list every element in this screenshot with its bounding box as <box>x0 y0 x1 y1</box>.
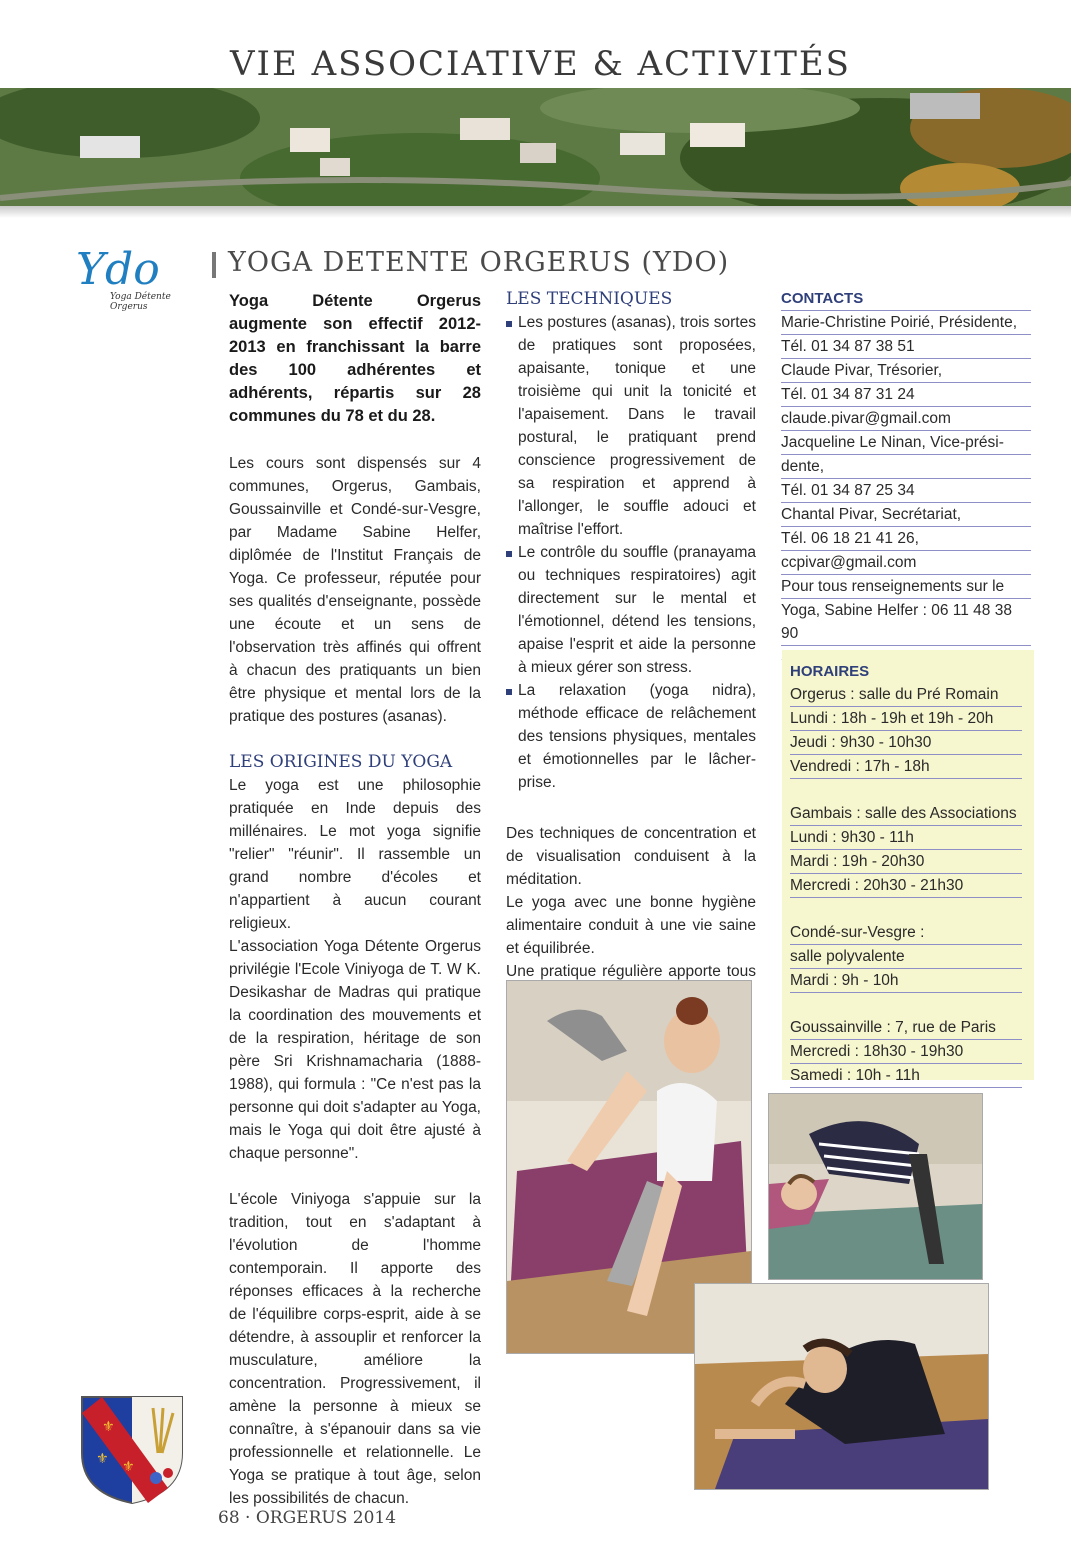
techniques-paragraph-2: Le yoga avec une bonne hygiène alimentaire conduit à une vie saine et équilibrée. <box>506 894 756 957</box>
article-lead: Yoga Détente Orgerus augmente son effectif 2012-2013 en franchissant la barre des 100 adhérentes et adhérents, répartis sur 28 communes du 78 et du 28. <box>229 292 481 425</box>
technique-item-postures: Les postures (asanas), trois sortes de pratiques sont proposées, apaisante, tonique et une troisième qui unit la tonicité et l'apaisement. Dans le travail postural, le pratiquant prend conscience progressivement de sa respiration et apprend à l'allonger, le souffle adouci et maîtrise l'effort. <box>506 311 756 541</box>
yoga-photo-forward-bend <box>768 1093 983 1280</box>
origins-heading: LES ORIGINES DU YOGA <box>229 752 453 772</box>
article-title: YOGA DETENTE ORGERUS (YDO) <box>228 247 730 278</box>
svg-text:⚜: ⚜ <box>96 1451 109 1467</box>
horaire-line: Mardi : 19h - 20h30 <box>790 850 1022 874</box>
contacts-box <box>781 287 1031 669</box>
contacts-title: CONTACTS <box>781 287 1031 311</box>
contact-line: dente, <box>781 455 1031 479</box>
svg-text:⚜: ⚜ <box>122 1459 135 1475</box>
techniques-heading: LES TECHNIQUES <box>506 289 673 309</box>
contact-line: Chantal Pivar, Secrétariat, <box>781 503 1031 527</box>
horaire-line: Mercredi : 20h30 - 21h30 <box>790 874 1022 898</box>
contact-email[interactable]: ccpivar@gmail.com <box>781 551 1031 575</box>
yoga-side-stretch-illustration <box>695 1284 988 1489</box>
horaire-line: Jeudi : 9h30 - 10h30 <box>790 731 1022 755</box>
title-bar-divider <box>212 252 216 278</box>
horaire-spacer <box>790 993 1022 1016</box>
horaire-line: Samedi : 10h - 11h <box>790 1064 1022 1088</box>
logo-mark: Ydo <box>76 244 160 295</box>
contact-line: Tél. 06 18 21 41 26, <box>781 527 1031 551</box>
contact-line: Yoga, Sabine Helfer : 06 11 48 38 90 <box>781 599 1031 646</box>
horaire-line: Condé-sur-Vesgre : <box>790 921 1022 945</box>
page-folio: 68 · ORGERUS 2014 <box>218 1508 397 1528</box>
origins-paragraph-2: L'association Yoga Détente Orgerus privilégie l'Ecole Viniyoga de T. W K. Desikashar de Madras qui pratique la coordination des mouvements et de la respiration, héritage de son père Sri Krishnamacharia (1888-1988), qui formula : "Ce n'est pas la personne qui doit s'adapter au Yoga, mais le Yoga qui doit être ajusté à chaque personne". <box>229 938 481 1162</box>
ydo-logo <box>76 244 206 312</box>
techniques-list <box>506 311 756 794</box>
contact-line: Tél. 01 34 87 31 24 <box>781 383 1031 407</box>
section-title: VIE ASSOCIATIVE & ACTIVITÉS <box>230 44 851 84</box>
yoga-forward-bend-illustration <box>769 1094 982 1279</box>
horaire-line: Gambais : salle des Associations <box>790 802 1022 826</box>
horaire-line: salle polyvalente <box>790 945 1022 969</box>
horaires-title: HORAIRES <box>790 663 870 680</box>
horaire-spacer <box>790 898 1022 921</box>
logo-subtitle: Yoga Détente Orgerus <box>110 292 171 312</box>
origins-paragraph-3: L'école Viniyoga s'appuie sur la tradition, tout en s'adaptant à l'évolution de l'homme contemporain. Il apporte des réponses efficaces à la recherche de l'équilibre corps-esprit, aide à se détendre, à assouplir et renforcer la musculature, améliore la concentration. Progressivement, il amène la personne à mieux se connaître, à s'épanouir dans sa vie professionnelle et relationnelle. Le Yoga se pratique à tout âge, selon les possibilités de chacun. <box>229 1191 481 1507</box>
horaire-spacer <box>790 779 1022 802</box>
contact-line: Marie-Christine Poirié, Présidente, <box>781 311 1031 335</box>
horaire-line: Lundi : 18h - 19h et 19h - 20h <box>790 707 1022 731</box>
coat-of-arms-shield <box>78 1393 186 1505</box>
contact-email[interactable]: claude.pivar@gmail.com <box>781 407 1031 431</box>
horaire-line: Goussainville : 7, rue de Paris <box>790 1016 1022 1040</box>
contact-line: Tél. 01 34 87 38 51 <box>781 335 1031 359</box>
column-left <box>229 290 481 1510</box>
svg-text:⚜: ⚜ <box>102 1419 115 1435</box>
technique-item-relaxation: La relaxation (yoga nidra), méthode efficace de relâchement des tensions physiques, mentales et émotionnelles par le lâcher-prise. <box>506 679 756 794</box>
horaire-line: Orgerus : salle du Pré Romain <box>790 683 1022 707</box>
origins-paragraph-1: Le yoga est une philosophie pratiquée en Inde depuis des millénaires. Le mot yoga signifie "relier" "réunir". Il rassemble un grand nombre d'écoles et n'appartient à aucun courant religieux. <box>229 777 481 932</box>
contact-line: Pour tous renseignements sur le <box>781 575 1031 599</box>
horaire-line: Lundi : 9h30 - 11h <box>790 826 1022 850</box>
aerial-photo-banner <box>0 88 1071 206</box>
technique-item-breath: Le contrôle du souffle (pranayama ou techniques respiratoires) agit directement sur le mental et l'émotionnel, détend les tensions, apaise l'esprit et aide la personne à mieux gérer son stress. <box>506 541 756 679</box>
article-intro: Les cours sont dispensés sur 4 communes, Orgerus, Gambais, Goussainville et Condé-sur-Vesgre, par Madame Sabine Helfer, diplômée de l'Institut Français de Yoga. Ce professeur, réputée pour ses qualités d'enseignante, possède une écoute et un sens de l'observation très affinés qui offrent à chacun des pratiquants un bien être physique et mental lors de la pratique des postures (asanas). <box>229 455 481 725</box>
horaires-box <box>782 650 1034 1084</box>
column-middle <box>506 287 756 1006</box>
contact-line: Tél. 01 34 87 25 34 <box>781 479 1031 503</box>
horaire-line: Mercredi : 18h30 - 19h30 <box>790 1040 1022 1064</box>
yoga-photo-side-stretch <box>694 1283 989 1490</box>
horaire-line: Mardi : 9h - 10h <box>790 969 1022 993</box>
village-aerial-illustration <box>0 88 1071 206</box>
banner-shadow <box>0 206 1071 218</box>
horaire-line: Vendredi : 17h - 18h <box>790 755 1022 779</box>
contact-line: Claude Pivar, Trésorier, <box>781 359 1031 383</box>
techniques-paragraph-1: Des techniques de concentration et de visualisation conduisent à la méditation. <box>506 825 756 888</box>
orgerus-coat-of-arms <box>78 1393 186 1505</box>
techniques-paragraph-3: Une pratique régulière apporte tous <box>506 963 756 980</box>
contact-line: Jacqueline Le Ninan, Vice-prési- <box>781 431 1031 455</box>
